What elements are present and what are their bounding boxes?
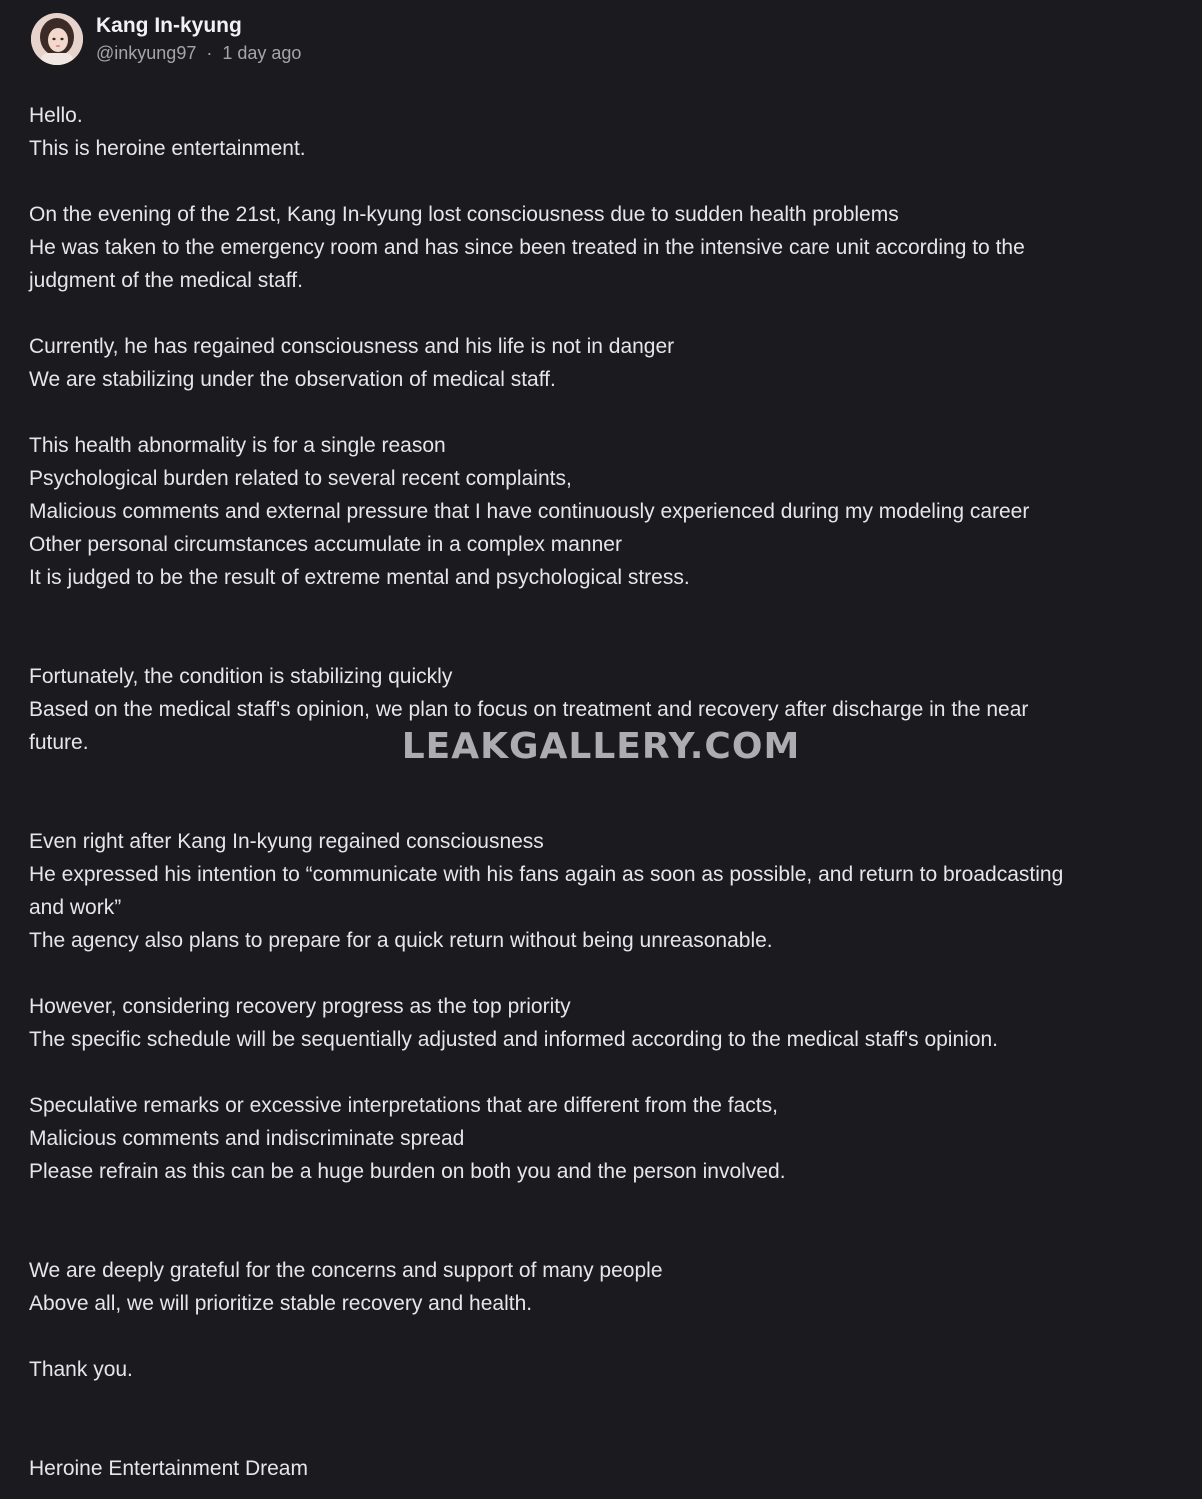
paragraph-cause	[29, 429, 1189, 594]
author-meta	[96, 13, 301, 65]
text-line: Other personal circumstances accumulate in a complex manner	[29, 533, 622, 556]
text-line: Based on the medical staff's opinion, we plan to focus on treatment and recovery after discharge in the near	[29, 698, 1029, 721]
paragraph-incident	[29, 198, 1189, 297]
text-line: We are stabilizing under the observation of medical staff.	[29, 368, 556, 391]
text-line: Please refrain as this can be a huge burden on both you and the person involved.	[29, 1160, 786, 1183]
text-line: Malicious comments and external pressure that I have continuously experienced during my modeling career	[29, 500, 1030, 523]
text-line: Fortunately, the condition is stabilizing quickly	[29, 665, 453, 688]
text-line: We are deeply grateful for the concerns and support of many people	[29, 1259, 663, 1282]
text-line: He was taken to the emergency room and has since been treated in the intensive care unit according to the	[29, 236, 1025, 259]
paragraph-gratitude	[29, 1254, 1189, 1320]
text-line: This is heroine entertainment.	[29, 137, 306, 160]
text-line: Hello.	[29, 104, 83, 127]
post-timestamp[interactable]: 1 day ago	[222, 43, 302, 63]
avatar[interactable]	[31, 13, 83, 65]
paragraph-signature	[29, 1452, 1189, 1485]
text-line: Above all, we will prioritize stable recovery and health.	[29, 1292, 533, 1315]
text-line: This health abnormality is for a single reason	[29, 434, 446, 457]
paragraph-intention	[29, 825, 1189, 957]
text-line: Speculative remarks or excessive interpretations that are different from the facts,	[29, 1094, 778, 1117]
text-line: On the evening of the 21st, Kang In-kyung lost consciousness due to sudden health problems	[29, 203, 899, 226]
author-subline	[96, 41, 301, 65]
text-line: The agency also plans to prepare for a quick return without being unreasonable.	[29, 929, 773, 952]
text-line: Malicious comments and indiscriminate spread	[29, 1127, 465, 1150]
author-name[interactable]: Kang In-kyung	[96, 14, 242, 37]
text-line: Thank you.	[29, 1358, 133, 1381]
text-line: and work”	[29, 896, 122, 919]
text-line: future.	[29, 731, 89, 754]
text-line: Psychological burden related to several recent complaints,	[29, 467, 572, 490]
text-line: judgment of the medical staff.	[29, 269, 303, 292]
post-body	[29, 99, 1189, 1485]
text-line: Currently, he has regained consciousness and his life is not in danger	[29, 335, 675, 358]
paragraph-recovery-plan	[29, 660, 1189, 759]
profile-photo-icon	[31, 13, 83, 65]
text-line: The specific schedule will be sequentially adjusted and informed according to the medical staff's opinion.	[29, 1028, 999, 1051]
text-line: It is judged to be the result of extreme mental and psychological stress.	[29, 566, 690, 589]
text-line: However, considering recovery progress as the top priority	[29, 995, 571, 1018]
post-header	[31, 13, 301, 65]
paragraph-thanks	[29, 1353, 1189, 1386]
text-line: He expressed his intention to “communicate with his fans again as soon as possible, and return to broadcasting	[29, 863, 1064, 886]
author-handle[interactable]: @inkyung97	[96, 43, 197, 63]
paragraph-schedule	[29, 990, 1189, 1056]
paragraph-greeting	[29, 99, 1189, 165]
text-line: Even right after Kang In-kyung regained consciousness	[29, 830, 544, 853]
paragraph-request	[29, 1089, 1189, 1188]
signature-line: Heroine Entertainment Dream	[29, 1457, 308, 1480]
paragraph-current-status	[29, 330, 1189, 396]
meta-separator: ·	[206, 43, 213, 63]
watermark: LEAKGALLERY.COM	[401, 726, 801, 767]
